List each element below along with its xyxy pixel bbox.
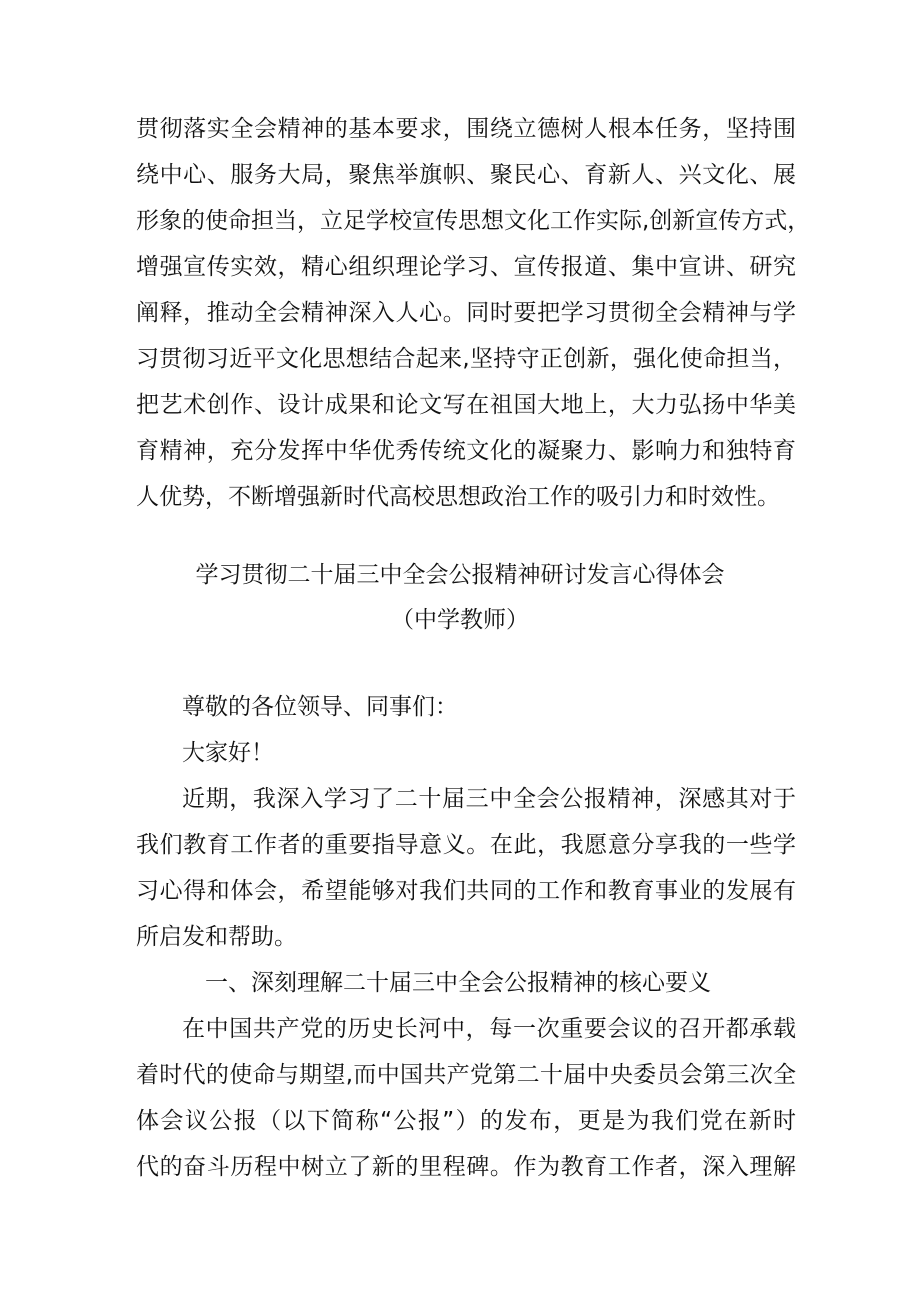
paragraph-line: 着时代的使命与期望,而中国共产党第二十届中央委员会第三次全: [136, 1062, 796, 1088]
paragraph-line: 把艺术创作、设计成果和论文写在祖国大地上，大力弘扬中华美: [136, 392, 796, 418]
greeting: 大家好！: [182, 740, 274, 766]
paragraph-line: 阐释，推动全会精神深入人心。同时要把学习贯彻全会精神与学: [136, 300, 796, 326]
article-subtitle: （中学教师）: [391, 607, 529, 633]
paragraph-line: 增强宣传实效，精心组织理论学习、宣传报道、集中宣讲、研究: [136, 254, 796, 280]
paragraph-line: 习心得和体会，希望能够对我们共同的工作和教育事业的发展有: [136, 878, 796, 904]
paragraph-line: 绕中心、服务大局，聚焦举旗帜、聚民心、育新人、兴文化、展: [136, 162, 796, 188]
paragraph-line: 习贯彻习近平文化思想结合起来,坚持守正创新，强化使命担当，: [136, 346, 796, 372]
paragraph-line: 育精神，充分发挥中华优秀传统文化的凝聚力、影响力和独特育: [136, 438, 796, 464]
section-heading: 一、深刻理解二十届三中全会公报精神的核心要义: [205, 970, 711, 996]
paragraph-line: 贯彻落实全会精神的基本要求，围绕立德树人根本任务，坚持围: [136, 116, 796, 142]
paragraph-line: 形象的使命担当，立足学校宣传思想文化工作实际,创新宣传方式，: [136, 208, 811, 234]
paragraph-line: 代的奋斗历程中树立了新的里程碑。作为教育工作者，深入理解: [136, 1154, 796, 1180]
article-title: 学习贯彻二十届三中全会公报精神研讨发言心得体会: [195, 562, 725, 588]
paragraph-line: 体会议公报（以下简称“公报”）的发布，更是为我们党在新时: [136, 1108, 796, 1134]
paragraph-line: 在中国共产党的历史长河中，每一次重要会议的召开都承载: [182, 1016, 796, 1042]
paragraph-line: 我们教育工作者的重要指导意义。在此，我愿意分享我的一些学: [136, 832, 796, 858]
paragraph-line: 人优势，不断增强新时代高校思想政治工作的吸引力和时效性。: [136, 484, 780, 510]
paragraph-line: 近期，我深入学习了二十届三中全会公报精神，深感其对于: [182, 786, 796, 812]
salutation: 尊敬的各位领导、同事们：: [182, 694, 458, 720]
paragraph-line: 所启发和帮助。: [136, 924, 297, 950]
